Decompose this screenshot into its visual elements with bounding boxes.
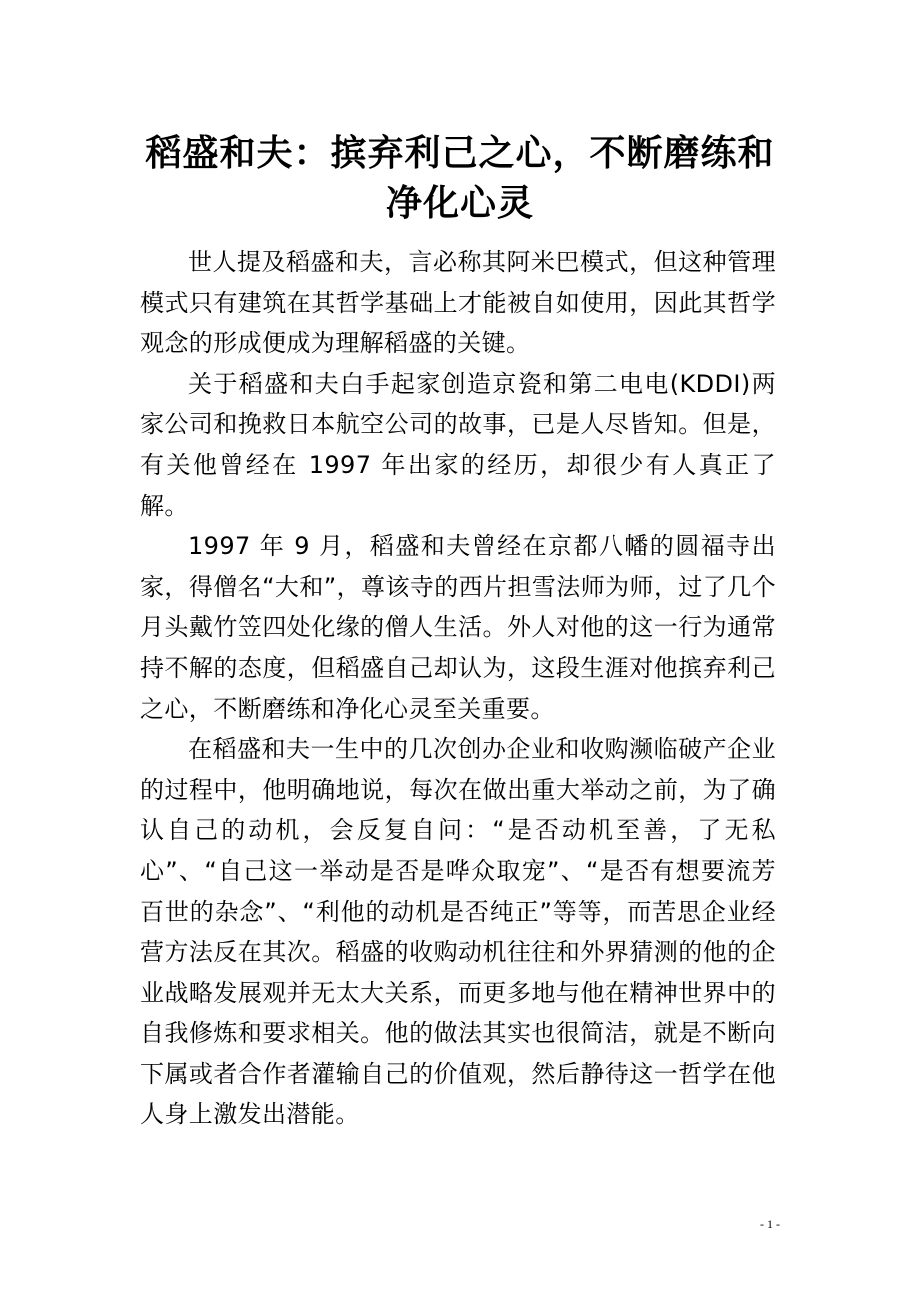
paragraph-4: 在稻盛和夫一生中的几次创办企业和收购濒临破产企业的过程中，他明确地说，每次在做出重大举动之前，为了确认自己的动机，会反复自问：“是否动机至善，了无私心”、“自己这一举动是否是哗众取宠”、“是否有想要流芳百世的杂念”、“利他的动机是否纯正”等等，而苦思企业经营方法反在其次。稻盛的收购动机往往和外界猜测的他的企业战略发展观并无太大关系，而更多地与他在精神世界中的自我修炼和要求相关。他的做法其实也很简洁，就是不断向下属或者合作者灌输自己的价值观，然后静待这一哲学在他人身上激发出潜能。	[140, 735, 776, 1129]
paragraph-2: 关于稻盛和夫白手起家创造京瓷和第二电电(KDDI)两家公司和挽救日本航空公司的故事，已是人尽皆知。但是，有关他曾经在 1997 年出家的经历，却很少有人真正了解。	[140, 369, 776, 520]
paragraph-1: 世人提及稻盛和夫，言必称其阿米巴模式，但这种管理模式只有建筑在其哲学基础上才能被自如使用，因此其哲学观念的形成便成为理解稻盛的关键。	[140, 248, 776, 358]
paragraph-3: 1997 年 9 月，稻盛和夫曾经在京都八幡的圆福寺出家，得僧名“大和”，尊该寺的西片担雪法师为师，过了几个月头戴竹笠四处化缘的僧人生活。外人对他的这一行为通常持不解的态度，但稻盛自己却认为，这段生涯对他摈弃利己之心，不断磨练和净化心灵至关重要。	[140, 532, 776, 723]
document-body	[140, 242, 776, 1135]
document-title: 稻盛和夫：摈弃利己之心，不断磨练和净化心灵	[145, 132, 775, 224]
page-number: - 1 -	[760, 1217, 780, 1231]
